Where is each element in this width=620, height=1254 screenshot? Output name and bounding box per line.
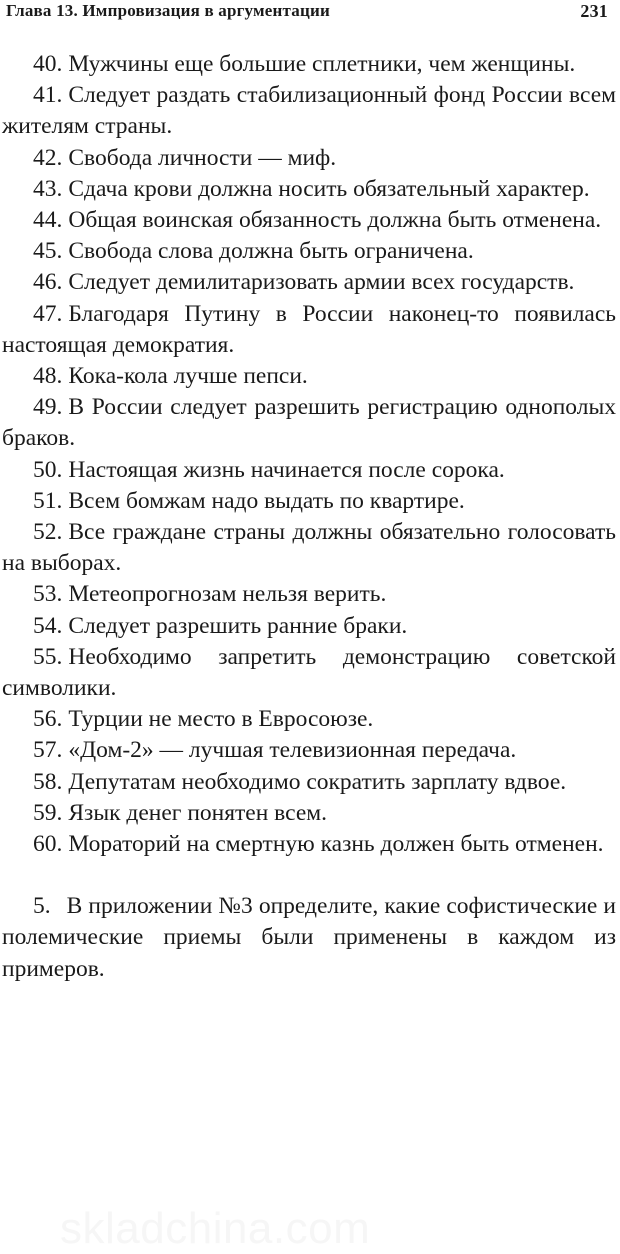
item-text: Благодаря Путину в России наконец-то появилась настоящая демократия.	[2, 300, 616, 358]
statement-item	[2, 392, 616, 454]
item-text: Настоящая жизнь начинается после сорока.	[68, 456, 505, 483]
item-text: Все граждане страны должны обязательно голосовать на выборах.	[2, 519, 616, 577]
statement-item	[2, 361, 616, 392]
item-number: 43.	[33, 175, 63, 202]
item-number: 56.	[33, 706, 63, 733]
item-number: 47.	[33, 300, 63, 327]
item-number: 54.	[33, 612, 63, 639]
item-text: Следует разрешить ранние браки.	[68, 612, 408, 639]
statement-item	[2, 798, 616, 829]
statement-item	[2, 267, 616, 298]
page-number: 231	[580, 1, 608, 21]
item-text: Депутатам необходимо сократить зарплату вдвое.	[68, 768, 567, 795]
statement-item	[2, 205, 616, 236]
item-text: Свобода слова должна быть ограничена.	[68, 238, 474, 265]
item-text: Кока-кола лучше пепси.	[68, 363, 308, 390]
chapter-title: Глава 13. Импровизация в аргументации	[6, 1, 330, 20]
task-paragraph	[2, 891, 616, 985]
running-header	[6, 0, 608, 26]
item-number: 53.	[33, 581, 63, 608]
item-text: Общая воинская обязанность должна быть отменена.	[68, 207, 602, 234]
statement-item	[2, 767, 616, 798]
item-number: 55.	[33, 643, 63, 670]
statement-item	[2, 611, 616, 642]
item-number: 49.	[33, 394, 63, 421]
statement-item	[2, 236, 616, 267]
item-text: Свобода личности — миф.	[68, 144, 337, 171]
item-text: Следует демилитаризовать армии всех государств.	[68, 269, 575, 296]
statement-item	[2, 642, 616, 704]
item-number: 58.	[33, 768, 63, 795]
statement-item	[2, 143, 616, 174]
item-number: 45.	[33, 238, 63, 265]
statement-item	[2, 735, 616, 766]
item-number: 42.	[33, 144, 63, 171]
item-number: 57.	[33, 737, 63, 764]
task-text: В приложении №3 определите, какие софистические и полемические приемы были применены в каждом из примеров.	[2, 893, 616, 982]
item-number: 46.	[33, 269, 63, 296]
item-text: Метеопрогнозам нельзя верить.	[68, 581, 387, 608]
statement-list	[2, 49, 616, 860]
item-number: 51.	[33, 487, 63, 514]
item-number: 50.	[33, 456, 63, 483]
item-text: В России следует разрешить регистрацию однополых браков.	[2, 394, 616, 452]
statement-item	[2, 704, 616, 735]
item-text: Необходимо запретить демонстрацию советской символики.	[2, 643, 616, 702]
item-text: Мораторий на смертную казнь должен быть отменен.	[68, 831, 604, 858]
statement-item	[2, 455, 616, 486]
item-number: 44.	[33, 207, 63, 234]
statement-item	[2, 80, 616, 142]
task-number: 5.	[33, 893, 51, 920]
item-number: 48.	[33, 363, 63, 390]
item-number: 40.	[33, 51, 63, 77]
item-number: 60.	[33, 831, 63, 858]
statement-item	[2, 299, 616, 361]
statement-item	[2, 517, 616, 579]
page-body	[2, 49, 616, 1008]
item-number: 59.	[33, 799, 63, 826]
statement-item	[2, 174, 616, 205]
item-number: 52.	[33, 519, 63, 546]
item-number: 41.	[33, 82, 63, 109]
item-text: Мужчины еще большие сплетники, чем женщины.	[68, 51, 576, 77]
statement-item	[2, 829, 616, 860]
statement-item	[2, 49, 616, 80]
statement-item	[2, 486, 616, 517]
item-text: Турции не место в Евросоюзе.	[68, 706, 374, 733]
watermark: skladchina.com	[60, 1204, 371, 1253]
item-text: Всем бомжам надо выдать по квартире.	[68, 487, 465, 514]
statement-item	[2, 579, 616, 610]
item-text: Язык денег понятен всем.	[68, 799, 328, 826]
item-text: «Дом-2» — лучшая телевизионная передача.	[68, 737, 517, 764]
item-text: Следует раздать стабилизационный фонд России всем жителям страны.	[2, 82, 616, 140]
item-text: Сдача крови должна носить обязательный характер.	[68, 175, 590, 202]
